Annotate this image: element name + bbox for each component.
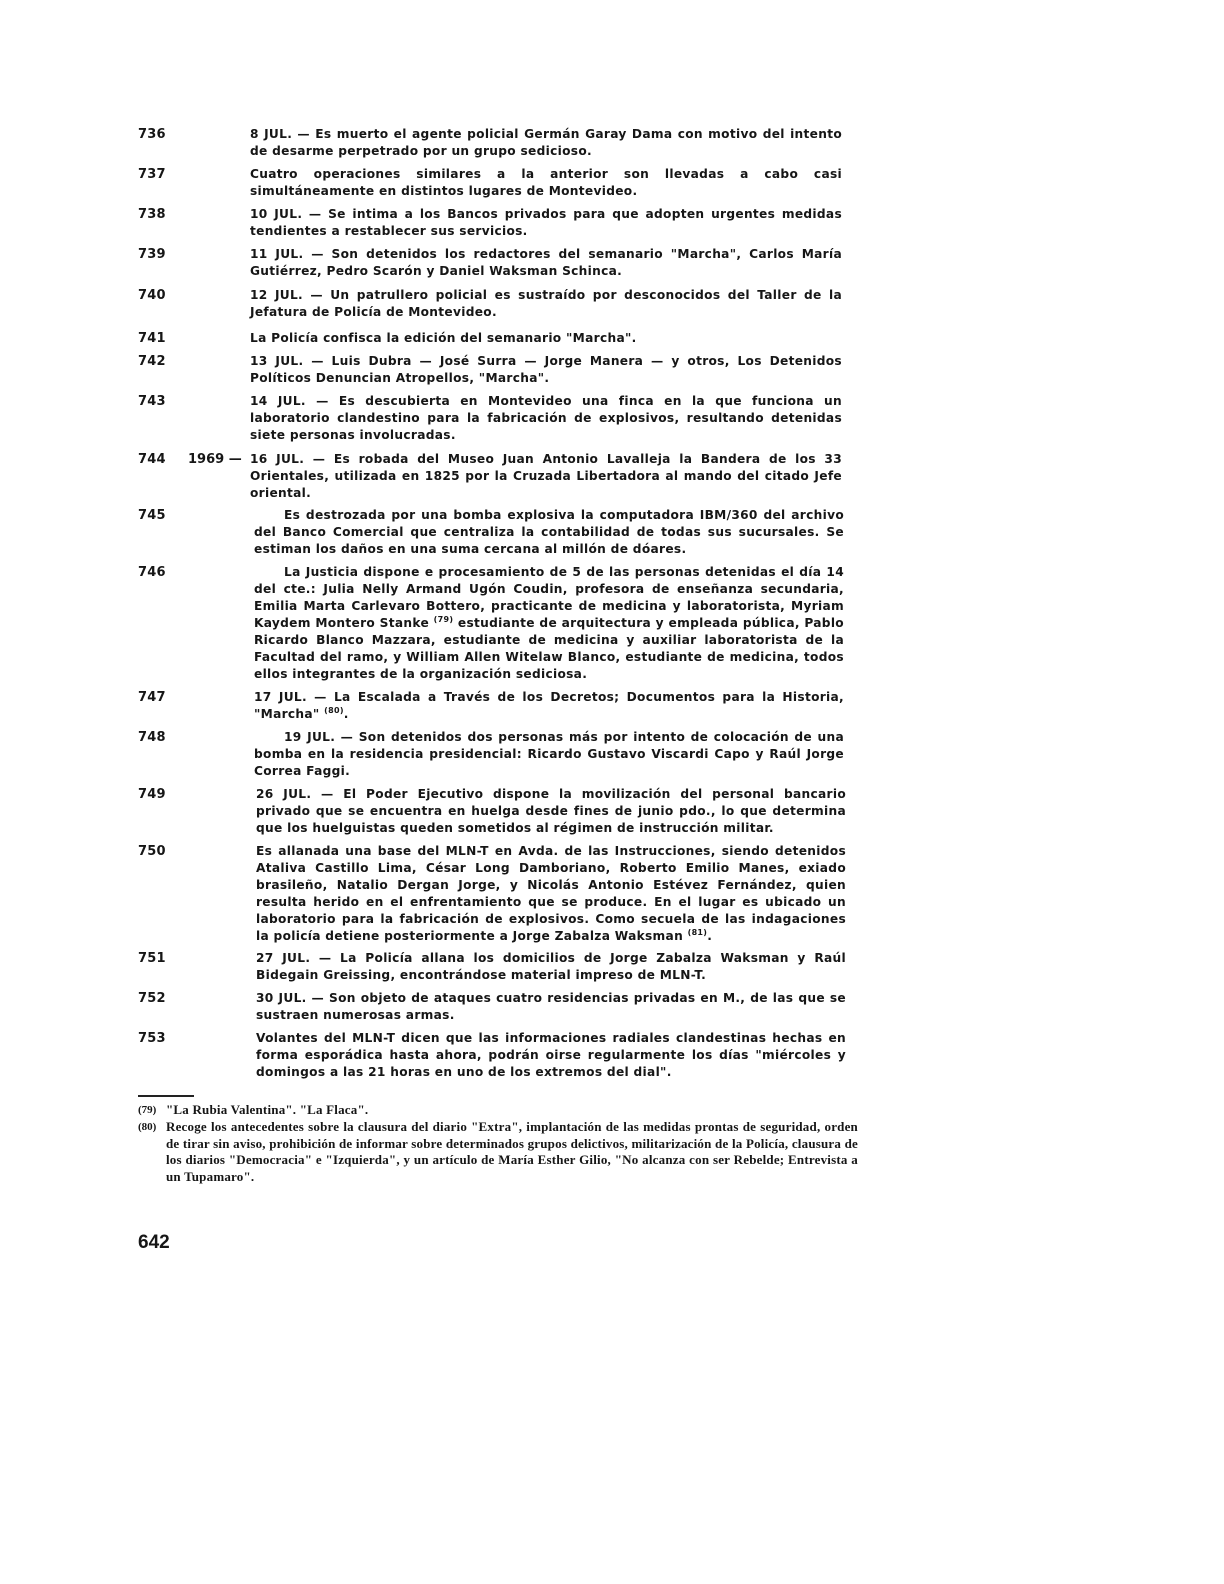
entry-number: 750: [138, 844, 166, 859]
footnote-text: "La Rubia Valentina". "La Flaca".: [166, 1102, 369, 1117]
entry-text: 30 JUL. — Son objeto de ataques cuatro residencias privadas en M., de las que se sustraen numerosas armas.: [256, 991, 846, 1022]
entry-number: 740: [138, 288, 166, 303]
entry-year: 1969 —: [188, 452, 242, 467]
footnote-text: Recoge los antecedentes sobre la clausura del diario "Extra", implantación de las medidas prontas de seguridad, orden de tirar sin aviso, prohibición de informar sobre determinados grupos delictivos, militarización de la Policía, clausura de los diarios "Democracia" e "Izquierda", y un artículo de María Esther Gilio, "No alcanza con ser Rebelde; Entrevista a un Tupamaro".: [166, 1119, 858, 1184]
entry-text: Volantes del MLN-T dicen que las informaciones radiales clandestinas hechas en forma esporádica hasta ahora, podrán oirse regularmente los días "miércoles y domingos a las 21 horas en uno de los extremos del dial".: [256, 1031, 846, 1079]
footnote-ref-80: (80): [324, 705, 344, 715]
entry-text: Es allanada una base del MLN-T en Avda. de las Instrucciones, siendo detenidos Ataliva Castillo Lima, César Long Damboriano, Roberto Emilio Manes, exiado brasileño, Natalio Dergan Jorge, y Nicolás Antonio Estévez Fernández, quien resulta herido en el enfrentamiento que se produce. En el lugar es ubicado un laboratorio para la fabricación de explosivos. Como secuela de las indagaciones la policía detiene posteriormente a Jorge Zabalza Waksman $^{(81)}$.: [256, 844, 846, 943]
entry-text: La Justicia dispone e procesamiento de 5 de las personas detenidas el día 14 del cte.: Julia Nelly Armand Ugón Coudin, profesora de enseñanza secundaria, Emilia Marta Carlevaro Bottero, practicante de medicina y laboratorista, Myriam Kaydem Montero Stanke $^{(79)}$ estudiante de arquitectura y empleada pública, Pablo Ricardo Blanco Mazzara, estudiante de medicina y auxiliar laboratorista de la Facultad del ramo, y William Allen Witelaw Blanco, estudiante de medicina, todos ellos integrantes de la organización sediciosa.: [254, 565, 844, 681]
entry-text: 8 JUL. — Es muerto el agente policial Germán Garay Dama con motivo del intento de desarme perpetrado por un grupo sedicioso.: [250, 127, 842, 158]
entry-text: Cuatro operaciones similares a la anterior son llevadas a cabo casi simultáneamente en distintos lugares de Montevideo.: [250, 167, 842, 198]
entry-text: 17 JUL. — La Escalada a Través de los Decretos; Documentos para la Historia, "Marcha" $^{(80)}$.: [254, 690, 844, 721]
entry-number: 752: [138, 991, 166, 1006]
entry-number: 739: [138, 247, 166, 262]
entry-number: 743: [138, 394, 166, 409]
entry-number: 753: [138, 1031, 166, 1046]
entry-number: 746: [138, 565, 166, 580]
entry-text: 11 JUL. — Son detenidos los redactores del semanario "Marcha", Carlos María Gutiérrez, Pedro Scarón y Daniel Waksman Schinca.: [250, 247, 842, 278]
entry-text: Es destrozada por una bomba explosiva la computadora IBM/360 del archivo del Banco Comercial que centraliza la contabilidad de todas sus sucursales. Se estiman los daños en una suma cercana al millón de dóares.: [254, 508, 844, 556]
entry-number: 745: [138, 508, 166, 523]
entry-text: 13 JUL. — Luis Dubra — José Surra — Jorge Manera — y otros, Los Detenidos Políticos Denuncian Atropellos, "Marcha".: [250, 354, 842, 385]
entry-number: 744: [138, 452, 166, 467]
entry-text: 12 JUL. — Un patrullero policial es sustraído por desconocidos del Taller de la Jefatura de Policía de Montevideo.: [250, 288, 842, 319]
page-number: 642: [138, 1232, 170, 1253]
footnote-divider: [138, 1095, 194, 1097]
entry-text: 26 JUL. — El Poder Ejecutivo dispone la movilización del personal bancario privado que se encuentra en huelga desde fines de junio pdo., lo que determina que los huelguistas queden sometidos al régimen de instrucción militar.: [256, 787, 846, 835]
entry-text: 14 JUL. — Es descubierta en Montevideo una finca en la que funciona un laboratorio clandestino para la fabricación de explosivos, resultando detenidas siete personas involucradas.: [250, 394, 842, 442]
entry-text: 10 JUL. — Se intima a los Bancos privados para que adopten urgentes medidas tendientes a restablecer sus servicios.: [250, 207, 842, 238]
entry-number: 747: [138, 690, 166, 705]
entry-number: 737: [138, 167, 166, 182]
footnote-label: (79): [138, 1104, 157, 1116]
entry-number: 751: [138, 951, 166, 966]
entry-number: 738: [138, 207, 166, 222]
entry-text: 27 JUL. — La Policía allana los domicilios de Jorge Zabalza Waksman y Raúl Bidegain Greissing, encontrándose material impreso de MLN-T.: [256, 951, 846, 982]
footnote-ref-81: (81): [687, 927, 708, 937]
entry-number: 741: [138, 331, 166, 346]
footnote-label: (80): [138, 1121, 157, 1133]
entry-text: La Policía confisca la edición del semanario "Marcha".: [250, 331, 637, 345]
entry-text: 16 JUL. — Es robada del Museo Juan Antonio Lavalleja la Bandera de los 33 Orientales, utilizada en 1825 por la Cruzada Libertadora al mando del citado Jefe oriental.: [250, 452, 842, 500]
entry-number: 749: [138, 787, 166, 802]
entry-text: 19 JUL. — Son detenidos dos personas más por intento de colocación de una bomba en la residencia presidencial: Ricardo Gustavo Viscardi Capo y Raúl Jorge Correa Faggi.: [254, 730, 844, 778]
entry-number: 748: [138, 730, 166, 745]
footnote-ref-79: (79): [433, 614, 454, 624]
entry-number: 736: [138, 127, 166, 142]
entry-number: 742: [138, 354, 166, 369]
